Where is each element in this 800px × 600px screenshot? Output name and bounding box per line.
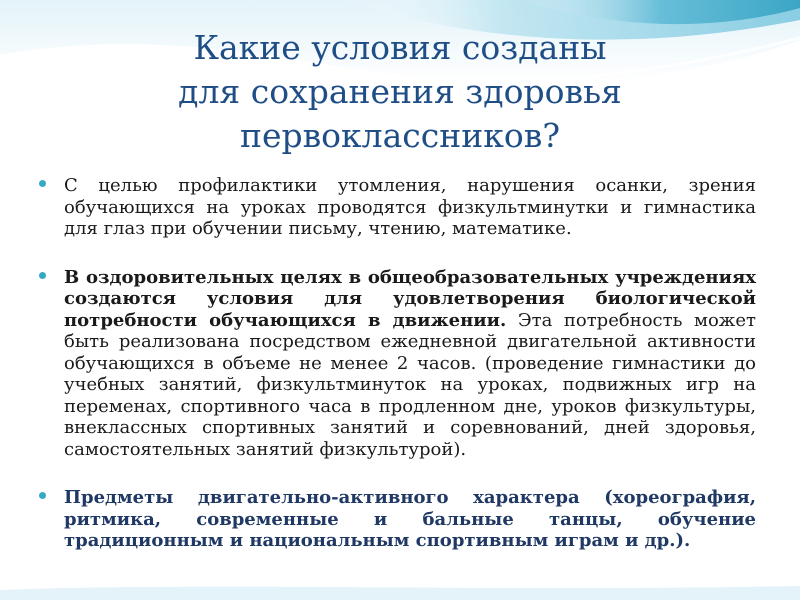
bullet-2-text: Эта потребность может быть реализована посредством ежедневной двигательной активности обучающихся в объеме не менее 2 часов. (проведение гимнастики до учебных занятий, физкультминуток на уроках, подвижных игр на переменах, спортивного часа в продленном дне, уроков физкультуры, внеклассных спортивных занятий и соревнований, дней здоровья, самостоятельных занятий физкультурой). xyxy=(64,309,756,460)
bullet-icon xyxy=(39,492,46,499)
bullet-icon xyxy=(39,272,46,279)
wave-bottom xyxy=(0,586,800,600)
bullet-2-bold-text: В оздоровительных целях в общеобразовательных учреждениях создаются условия для удовлетворения биологической потребности обучающихся в движении. xyxy=(64,266,756,331)
title-line-2: для сохранения здоровья xyxy=(178,72,622,111)
bullet-item-2 xyxy=(36,267,756,461)
bullet-1-text: С целью профилактики утомления, нарушения осанки, зрения обучающихся на уроках проводятся физкультминутки и гимнастика для глаз при обучении письму, чтению, математике. xyxy=(64,175,756,239)
bullet-list xyxy=(36,175,756,579)
bullet-icon xyxy=(39,180,46,187)
bullet-item-1 xyxy=(36,175,756,240)
title-line-1: Какие условия созданы xyxy=(193,28,607,67)
bullet-item-3 xyxy=(36,487,756,552)
bullet-3-bold-text: Предметы двигательно-активного характера (хореография, ритмика, современные и бальные танцы, обучение традиционным и национальным спортивным играм и др.). xyxy=(64,487,756,551)
page-title xyxy=(100,26,700,158)
title-line-3: первоклассников? xyxy=(239,116,561,155)
